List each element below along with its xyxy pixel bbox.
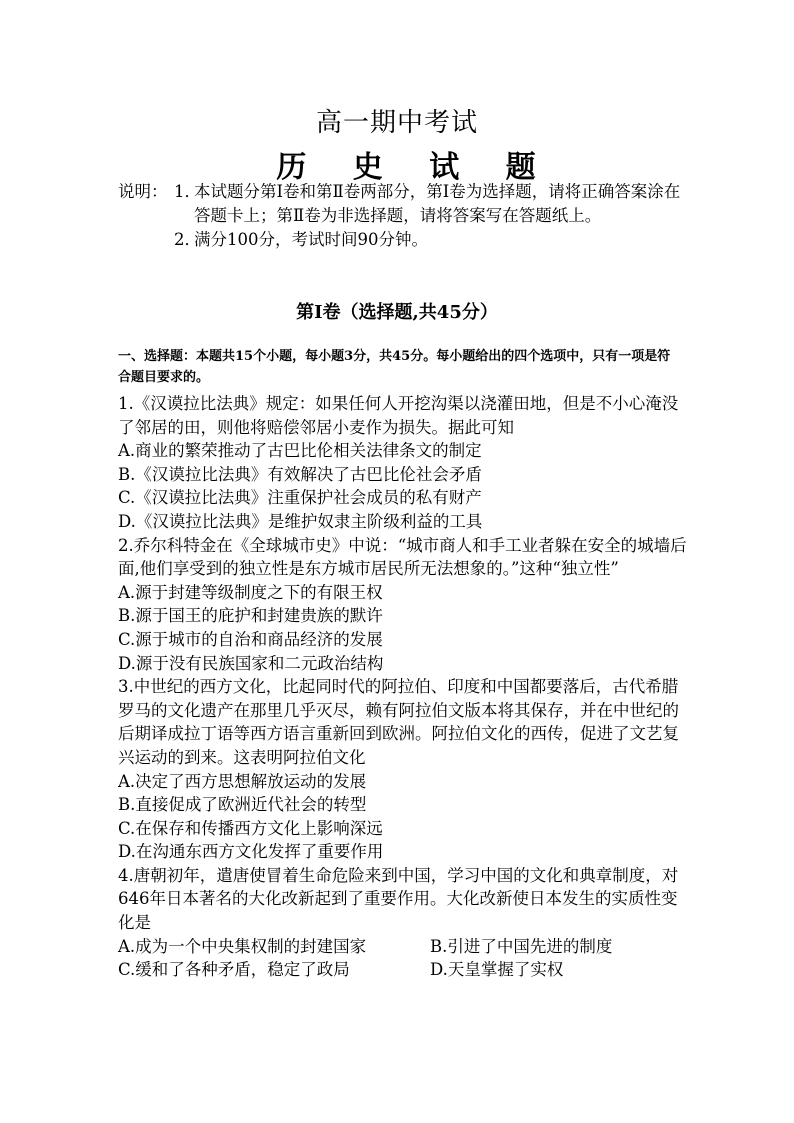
option-b: B.《汉谟拉比法典》有效解决了古巴比伦社会矛盾 [118, 464, 482, 484]
option-b: B.源于国王的庇护和封建贵族的默许 [118, 606, 383, 626]
question-stem: 3.中世纪的西方文化，比起同时代的阿拉伯、印度和中国都要落后，古代希腊罗马的文化遗产在那里几乎灭尽，赖有阿拉伯文版本将其保存，并在中世纪的后期译成拉丁语等西方语言重新回到欧洲。阿拉伯文化的西传，促进了文艺复兴运动的到来。这表明阿拉伯文化 [118, 677, 679, 767]
option-c: C.《汉谟拉比法典》注重保护社会成员的私有财产 [118, 488, 482, 508]
exam-notes [118, 180, 688, 252]
exam-title: 高一期中考试 [315, 108, 478, 138]
question-1 [118, 392, 688, 534]
option-d: D.源于没有民族国家和二元政治结构 [118, 653, 384, 673]
question-stem: 2.乔尔科特金在《全球城市史》中说：“城市商人和手工业者躲在安全的城墙后面,他们享受到的独立性是东方城市居民所无法想象的。”这种“独立性” [118, 535, 687, 579]
note-text: 满分100分，考试时间90分钟。 [194, 230, 428, 249]
question-4 [118, 864, 688, 982]
option-c: C.源于城市的自治和商品经济的发展 [118, 629, 383, 649]
section-title: 第Ⅰ卷（选择题,共45分） [296, 302, 498, 323]
question-stem: 4.唐朝初年，遣唐使冒着生命危险来到中国，学习中国的文化和典章制度，对646年日本著名的大化改新起到了重要作用。大化改新使日本发生的实质性变化是 [118, 865, 679, 933]
question-stem: 1.《汉谟拉比法典》规定：如果任何人开挖沟渠以浇灌田地，但是不小心淹没了邻居的田，则他将赔偿邻居小麦作为损失。据此可知 [118, 394, 679, 437]
question-3 [118, 675, 688, 864]
question-list [118, 392, 688, 982]
question-2 [118, 534, 688, 676]
option-d: D.在沟通东西方文化发挥了重要作用 [118, 842, 384, 862]
option-c: C.缓和了各种矛盾，稳定了政局 [118, 960, 350, 980]
option-b: B.直接促成了欧洲近代社会的转型 [118, 795, 367, 815]
option-d: D.天皇掌握了实权 [430, 960, 564, 980]
option-a: A.成为一个中央集权制的封建国家 [118, 936, 367, 956]
note-number: 2． [174, 230, 201, 249]
section-instructions: 一、选择题：本题共15个小题，每小题3分，共45分。每小题给出的四个选项中，只有一项是符合题目要求的。 [118, 349, 671, 385]
option-b: B.引进了中国先进的制度 [430, 936, 613, 956]
note-number: 1． [174, 182, 201, 201]
option-d: D.《汉谟拉比法典》是维护奴隶主阶级利益的工具 [118, 511, 483, 531]
option-a: A.源于封建等级制度之下的有限王权 [118, 582, 383, 602]
option-a: A.决定了西方思想解放运动的发展 [118, 771, 367, 791]
option-c: C.在保存和传播西方文化上影响深远 [118, 818, 383, 838]
notes-label: 说明： [118, 182, 168, 201]
note-text: 本试题分第Ⅰ卷和第Ⅱ卷两部分，第Ⅰ卷为选择题，请将正确答案涂在答题卡上；第Ⅱ卷为非选择题，请将答案写在答题纸上。 [194, 182, 681, 225]
subject-title: 历 史 试 题 [276, 150, 554, 185]
option-a: A.商业的繁荣推动了古巴比伦相关法律条文的制定 [118, 441, 482, 461]
